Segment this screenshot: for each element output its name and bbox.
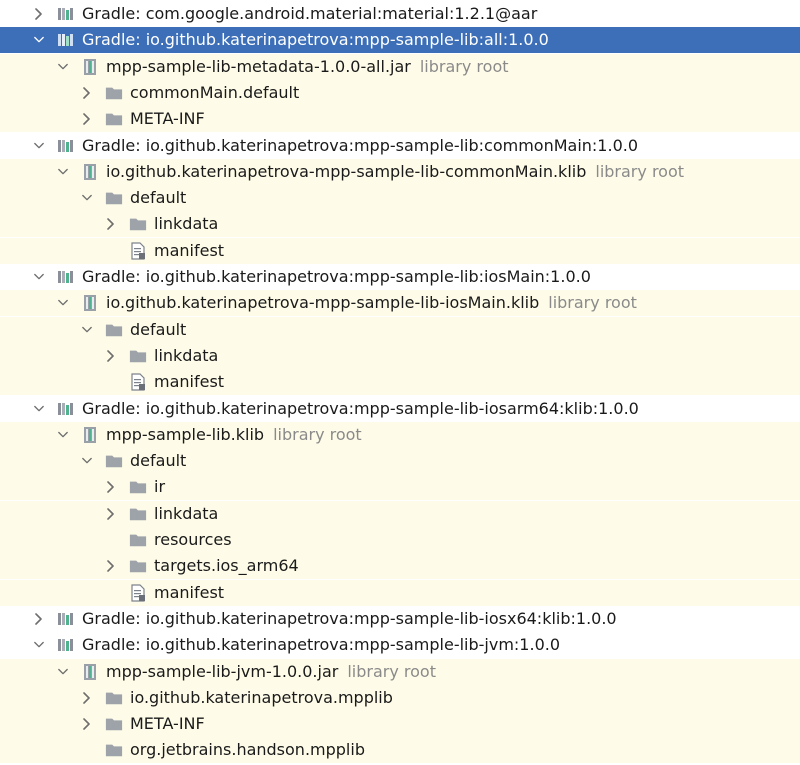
tree-row-label (154, 372, 224, 391)
tree-row-text: io.github.katerinapetrova-mpp-sample-lib-iosMain.klib (106, 293, 540, 313)
tree-row[interactable] (0, 711, 800, 737)
tree-row-label (154, 214, 218, 233)
tree-row[interactable] (0, 580, 800, 606)
file-icon (129, 243, 147, 259)
tree-row[interactable] (0, 211, 800, 237)
tree-row-label (106, 162, 684, 181)
tree-row[interactable] (0, 396, 800, 422)
chevron-right-icon[interactable] (106, 507, 116, 521)
tree-row[interactable] (0, 369, 800, 395)
tree-row-text: Gradle: io.github.katerinapetrova:mpp-sample-lib-jvm:1.0.0 (82, 635, 561, 655)
tree-row[interactable] (0, 264, 800, 290)
tree-row-text: Gradle: io.github.katerinapetrova:mpp-sample-lib:iosMain:1.0.0 (82, 267, 591, 286)
tree-row-text: default (130, 319, 187, 339)
tree-row-text: manifest (154, 582, 225, 602)
library-root-hint: library root (595, 161, 685, 181)
tree-row-text: org.jetbrains.handson.mpplib (130, 740, 365, 760)
chevron-right-icon[interactable] (82, 691, 92, 705)
chevron-right-icon[interactable] (82, 86, 92, 100)
tree-row-text: io.github.katerinapetrova.mpplib (130, 687, 393, 707)
file-icon (129, 585, 147, 601)
tree-row[interactable] (0, 553, 800, 579)
tree-row[interactable] (0, 185, 800, 211)
tree-row-text: Gradle: io.github.katerinapetrova:mpp-sample-lib:all:1.0.0 (82, 30, 549, 50)
tree-row-label (154, 477, 165, 496)
tree-row[interactable] (0, 106, 800, 132)
chevron-down-icon[interactable] (34, 139, 44, 153)
chevron-down-icon[interactable] (82, 323, 92, 337)
tree-row[interactable] (0, 238, 800, 264)
jar-icon (81, 295, 99, 311)
tree-row[interactable] (0, 606, 800, 632)
tree-row[interactable] (0, 159, 800, 185)
folder-icon (105, 716, 123, 732)
tree-row[interactable] (0, 448, 800, 474)
tree-row-label (130, 109, 205, 128)
tree-row-text: mpp-sample-lib-jvm-1.0.0.jar (106, 661, 339, 681)
tree-row[interactable] (0, 80, 800, 106)
jar-icon (81, 664, 99, 680)
tree-row[interactable] (0, 474, 800, 500)
tree-row-text: Gradle: io.github.katerinapetrova:mpp-sample-lib:commonMain:1.0.0 (82, 135, 639, 155)
tree-row-label (130, 688, 393, 707)
chevron-right-icon[interactable] (106, 559, 116, 573)
folder-icon (105, 742, 123, 758)
chevron-down-icon[interactable] (58, 60, 68, 74)
tree-row-label (106, 293, 637, 312)
tree-row[interactable] (0, 632, 800, 658)
chevron-right-icon[interactable] (106, 349, 116, 363)
gradle-library-icon (57, 6, 75, 22)
tree-row-label (130, 740, 365, 759)
tree-row-text: manifest (154, 372, 225, 392)
folder-icon (105, 690, 123, 706)
tree-row-label (154, 346, 218, 365)
chevron-down-icon[interactable] (58, 665, 68, 679)
folder-icon (129, 558, 147, 574)
tree-row-label (130, 714, 205, 733)
tree-row[interactable] (0, 290, 800, 316)
tree-row-text: mpp-sample-lib.klib (106, 424, 265, 444)
tree-row-label (154, 530, 232, 549)
tree-row[interactable] (0, 422, 800, 448)
chevron-down-icon[interactable] (58, 296, 68, 310)
tree-row-text: Gradle: io.github.katerinapetrova:mpp-sample-lib-iosarm64:klib:1.0.0 (82, 398, 639, 418)
folder-icon (129, 348, 147, 364)
tree-row-label (130, 451, 186, 470)
tree-row-label (106, 57, 509, 76)
tree-row-label (82, 635, 560, 654)
tree-row-label (130, 320, 186, 339)
tree-row-text: targets.ios_arm64 (154, 556, 299, 576)
tree-row[interactable] (0, 54, 800, 80)
tree-row-text: linkdata (154, 214, 219, 234)
tree-row-label (82, 30, 549, 49)
chevron-down-icon[interactable] (58, 428, 68, 442)
chevron-right-icon[interactable] (82, 717, 92, 731)
chevron-down-icon[interactable] (34, 270, 44, 284)
folder-icon (105, 111, 123, 127)
tree-row[interactable] (0, 1, 800, 27)
tree-row-label (82, 399, 639, 418)
tree-row-label (106, 662, 436, 681)
tree-row-text: linkdata (154, 345, 219, 365)
tree-row[interactable] (0, 685, 800, 711)
library-root-hint: library root (419, 56, 509, 76)
chevron-down-icon[interactable] (82, 191, 92, 205)
tree-row[interactable] (0, 659, 800, 685)
tree-row[interactable] (0, 343, 800, 369)
gradle-library-icon (57, 138, 75, 154)
gradle-library-icon (57, 269, 75, 285)
tree-row-label (106, 425, 362, 444)
tree-row-label (82, 267, 591, 286)
tree-row-text: META-INF (130, 109, 205, 129)
tree-row-text: ir (154, 477, 166, 497)
tree-row-text: commonMain.default (130, 82, 300, 102)
gradle-library-icon (57, 611, 75, 627)
tree-row-text: default (130, 451, 187, 471)
tree-row[interactable] (0, 317, 800, 343)
chevron-down-icon[interactable] (34, 638, 44, 652)
folder-icon (129, 216, 147, 232)
tree-row[interactable] (0, 133, 800, 159)
folder-icon (129, 506, 147, 522)
library-root-hint: library root (273, 424, 362, 444)
jar-icon (81, 59, 99, 75)
tree-row[interactable] (0, 501, 800, 527)
tree-row-text: manifest (154, 240, 225, 260)
tree-row-text: Gradle: io.github.katerinapetrova:mpp-sample-lib-iosx64:klib:1.0.0 (82, 608, 617, 628)
tree-row[interactable] (0, 27, 800, 53)
tree-row-label (154, 583, 224, 602)
chevron-right-icon[interactable] (82, 112, 92, 126)
library-root-hint: library root (548, 293, 637, 313)
folder-icon (129, 532, 147, 548)
gradle-library-icon (57, 401, 75, 417)
folder-icon (129, 479, 147, 495)
chevron-right-icon[interactable] (34, 612, 44, 626)
tree-row-text: Gradle: com.google.android.material:material:1.2.1@aar (82, 4, 538, 23)
folder-icon (105, 190, 123, 206)
tree-row-label (82, 4, 537, 23)
tree-row-text: io.github.katerinapetrova-mpp-sample-lib-commonMain.klib (106, 161, 587, 181)
chevron-right-icon[interactable] (106, 480, 116, 494)
tree-row-label (130, 83, 299, 102)
file-icon (129, 374, 147, 390)
tree-row-label (154, 241, 224, 260)
tree-row[interactable] (0, 527, 800, 553)
chevron-down-icon[interactable] (34, 33, 44, 47)
tree-row-label (154, 556, 299, 575)
chevron-down-icon[interactable] (82, 454, 92, 468)
tree-row[interactable] (0, 737, 800, 763)
chevron-right-icon[interactable] (106, 217, 116, 231)
gradle-library-icon (57, 32, 75, 48)
tree-row-label (82, 609, 617, 628)
chevron-down-icon[interactable] (58, 165, 68, 179)
tree-row-label (82, 136, 638, 155)
jar-icon (81, 427, 99, 443)
tree-row-text: mpp-sample-lib-metadata-1.0.0-all.jar (106, 56, 411, 76)
folder-icon (105, 453, 123, 469)
folder-icon (105, 85, 123, 101)
jar-icon (81, 164, 99, 180)
folder-icon (105, 322, 123, 338)
chevron-right-icon[interactable] (34, 7, 44, 21)
tree-row-text: META-INF (130, 714, 205, 734)
tree-row-label (130, 188, 186, 207)
tree-row-label (154, 504, 218, 523)
tree-row-text: resources (154, 530, 232, 549)
library-root-hint: library root (347, 661, 436, 681)
chevron-down-icon[interactable] (34, 402, 44, 416)
gradle-library-icon (57, 637, 75, 653)
tree-row-text: linkdata (154, 503, 219, 523)
tree-row-text: default (130, 188, 187, 208)
